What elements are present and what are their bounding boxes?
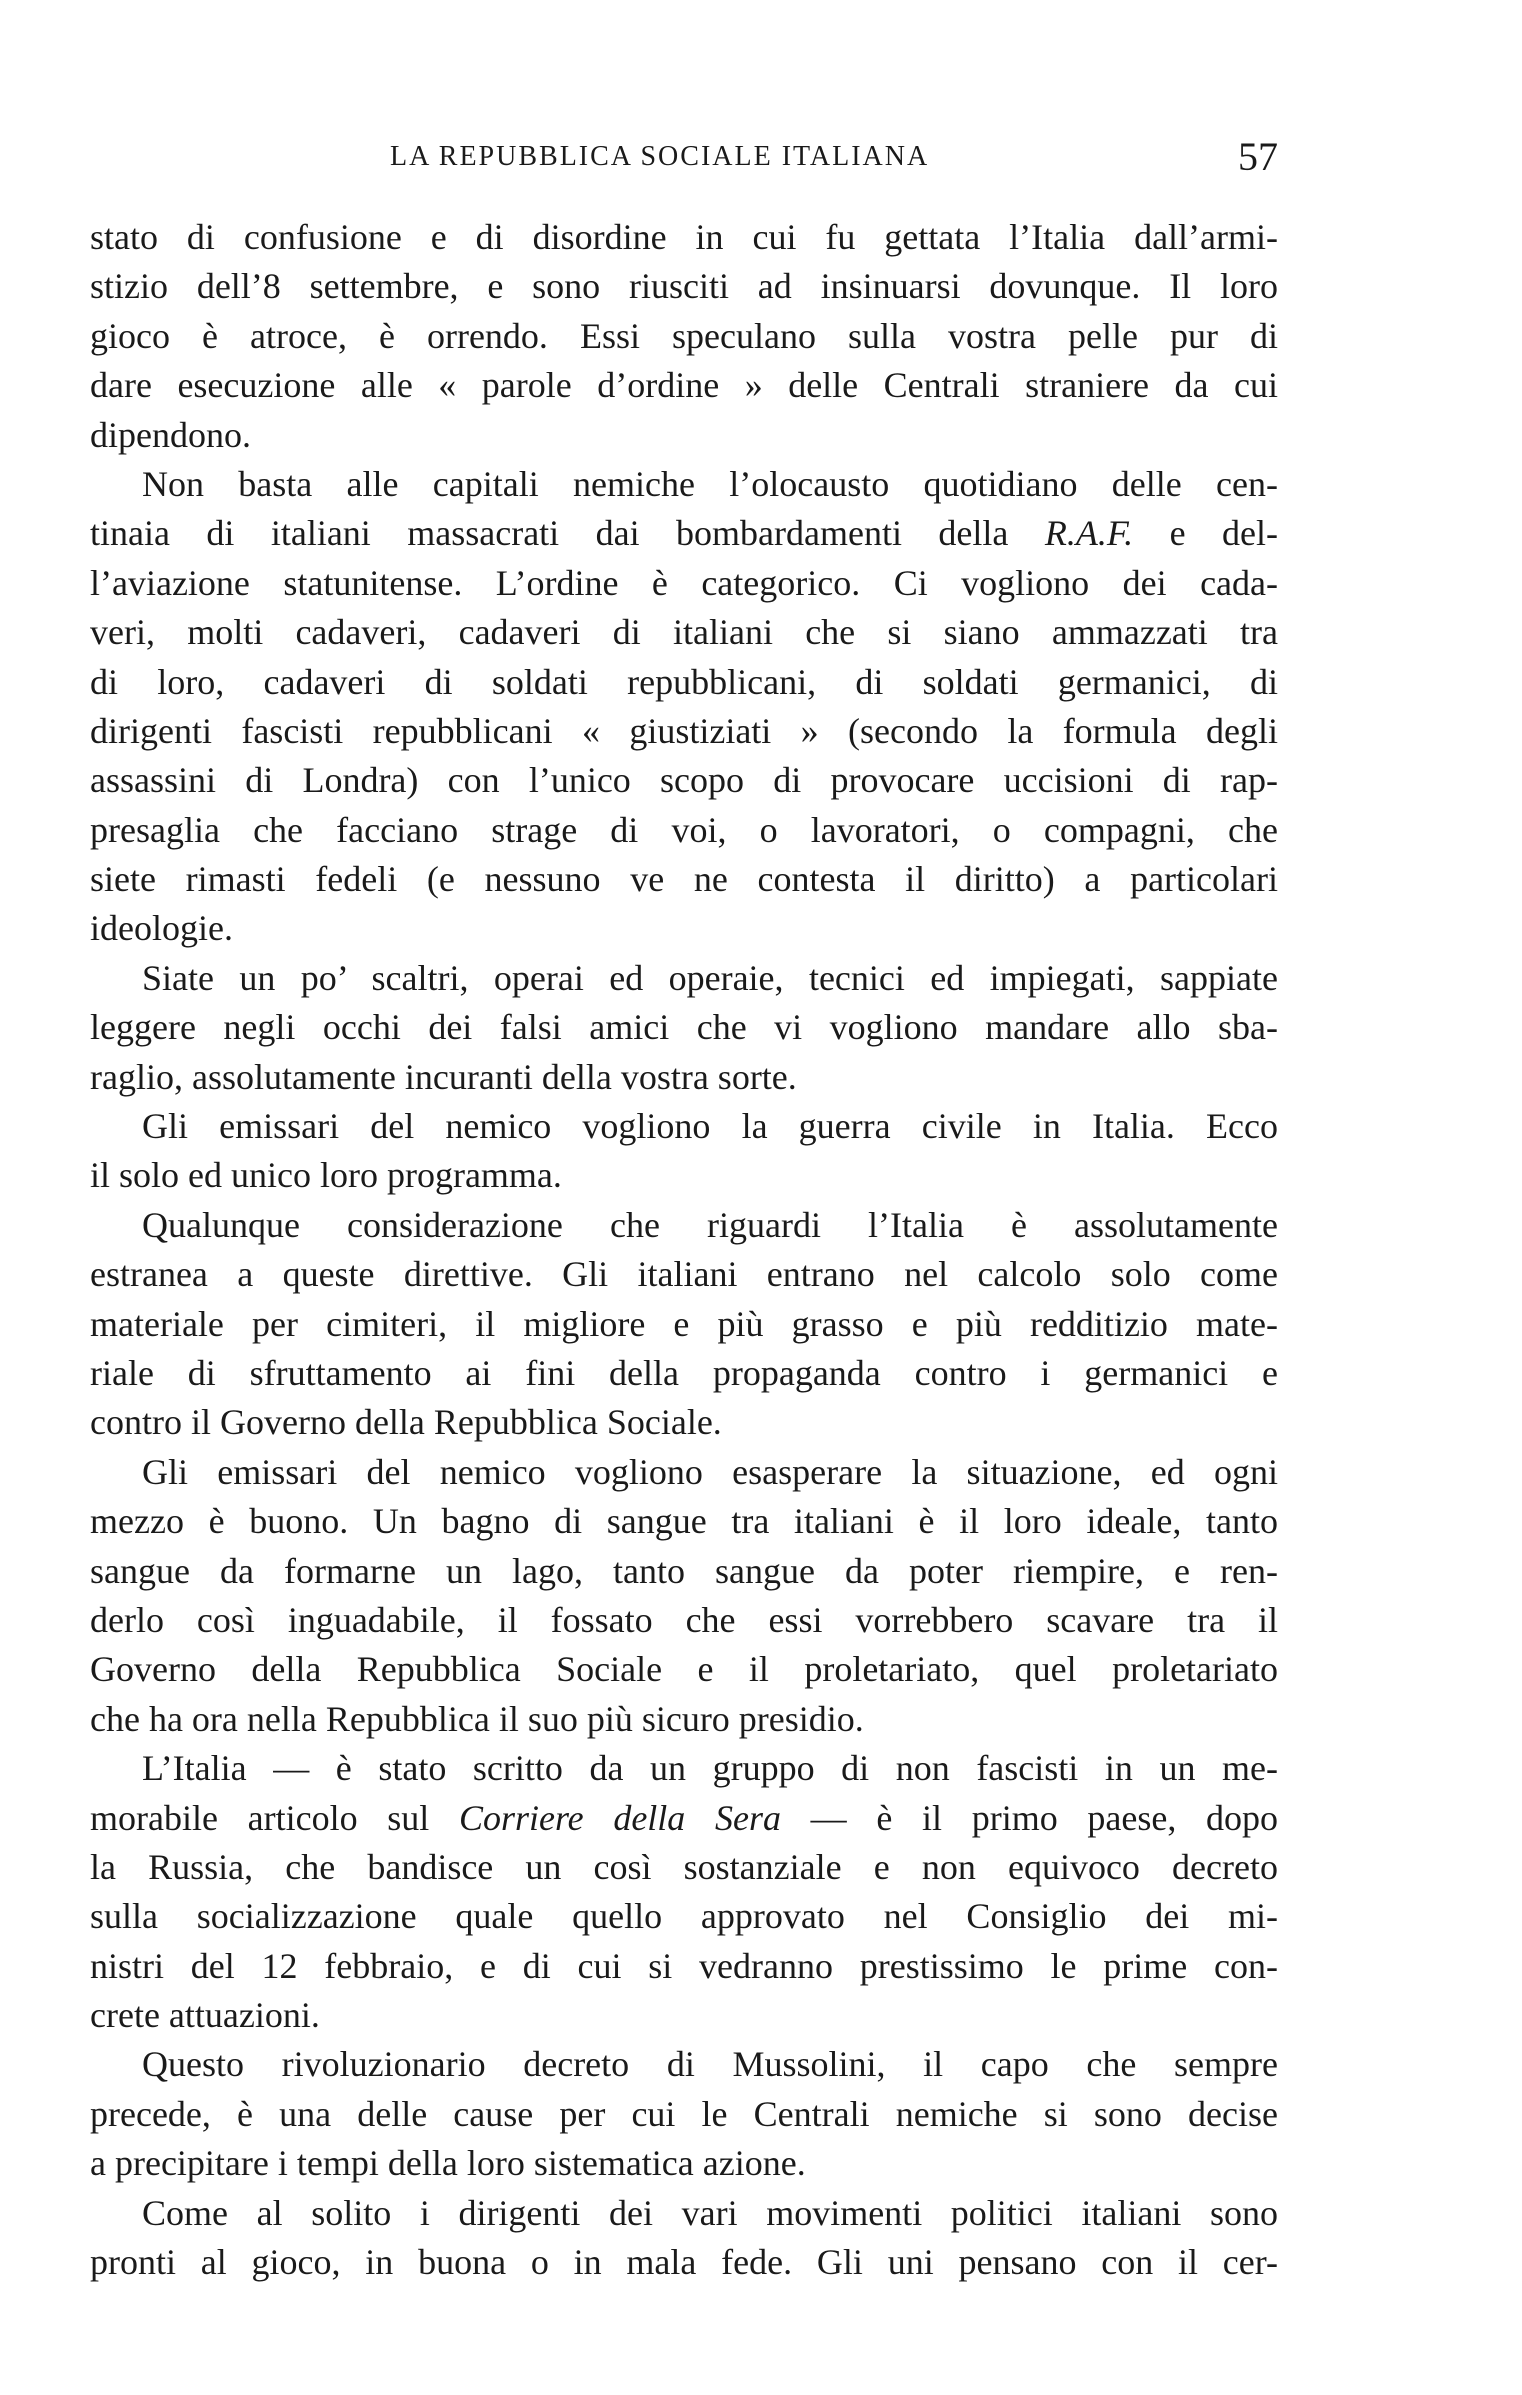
text-line xyxy=(90,411,1278,460)
line-text: morabile articolo sul xyxy=(90,1797,430,1838)
line-text: Qualunque considerazione che riguardi l’Italia è assolutamente xyxy=(142,1204,1278,1245)
running-title: LA REPUBBLICA SOCIALE ITALIANA xyxy=(390,141,930,172)
line-text: ideologie. xyxy=(90,908,233,949)
body-text xyxy=(90,213,1278,2287)
text-line xyxy=(90,1596,1278,1645)
text-line xyxy=(90,1843,1278,1892)
line-text: sulla socializzazione quale quello approvato nel Consiglio dei mi- xyxy=(90,1896,1278,1937)
line-text: la Russia, che bandisce un così sostanziale e non equivoco decreto xyxy=(90,1846,1278,1887)
line-text: dirigenti fascisti repubblicani « giustiziati » (secondo la formula degli xyxy=(90,710,1278,751)
line-text: leggere negli occhi dei falsi amici che vi vogliono mandare allo sba- xyxy=(90,1007,1278,1048)
text-line xyxy=(90,1003,1278,1052)
line-text: Gli emissari del nemico vogliono la guerra civile in Italia. Ecco xyxy=(142,1106,1278,1147)
line-text: Come al solito i dirigenti dei vari movimenti politici italiani sono xyxy=(142,2192,1278,2233)
text-line xyxy=(90,1102,1278,1151)
text-line xyxy=(90,756,1278,805)
line-text: Governo della Repubblica Sociale e il proletariato, quel proletariato xyxy=(90,1649,1278,1690)
text-line xyxy=(90,2040,1278,2089)
line-text: l’aviazione statunitense. L’ordine è categorico. Ci vogliono dei cada- xyxy=(90,562,1278,603)
line-text: materiale per cimiteri, il migliore e più grasso e più redditizio mate- xyxy=(90,1303,1278,1344)
line-text-continued: e del- xyxy=(1169,513,1279,554)
text-line xyxy=(90,1053,1278,1102)
line-text: siete rimasti fedeli (e nessuno ve ne contesta il diritto) a particolari xyxy=(90,859,1278,900)
text-line xyxy=(90,658,1278,707)
text-line xyxy=(90,1744,1278,1793)
text-line xyxy=(90,213,1278,262)
line-text: dipendono. xyxy=(90,414,251,455)
line-text: riale di sfruttamento ai fini della propaganda contro i germanici e xyxy=(90,1352,1278,1393)
text-line xyxy=(90,707,1278,756)
line-text: il solo ed unico loro programma. xyxy=(90,1155,562,1196)
text-line xyxy=(90,262,1278,311)
text-line xyxy=(90,460,1278,509)
page-number: 57 xyxy=(1238,134,1278,179)
text-line xyxy=(90,1497,1278,1546)
line-text: veri, molti cadaveri, cadaveri di italiani che si siano ammazzati tra xyxy=(90,612,1278,653)
line-text: Gli emissari del nemico vogliono esasperare la situazione, ed ogni xyxy=(142,1451,1278,1492)
text-line xyxy=(90,1942,1278,1991)
line-text: pronti al gioco, in buona o in mala fede. Gli uni pensano con il cer- xyxy=(90,2242,1278,2283)
line-text: derlo così inguadabile, il fossato che essi vorrebbero scavare tra il xyxy=(90,1599,1278,1640)
text-line xyxy=(90,1349,1278,1398)
line-text: di loro, cadaveri di soldati repubblicani, di soldati germanici, di xyxy=(90,661,1278,702)
line-text: stato di confusione e di disordine in cui fu gettata l’Italia dall’armi- xyxy=(90,217,1278,257)
line-text: precede, è una delle cause per cui le Centrali nemiche si sono decise xyxy=(90,2093,1278,2134)
text-line xyxy=(90,1300,1278,1349)
line-text: Non basta alle capitali nemiche l’olocausto quotidiano delle cen- xyxy=(142,463,1278,504)
line-text: che ha ora nella Repubblica il suo più sicuro presidio. xyxy=(90,1698,864,1739)
line-text: estranea a queste direttive. Gli italiani entrano nel calcolo solo come xyxy=(90,1254,1278,1295)
line-text: gioco è atroce, è orrendo. Essi speculano sulla vostra pelle pur di xyxy=(90,315,1278,356)
text-line xyxy=(90,312,1278,361)
text-line xyxy=(90,1991,1278,2040)
text-line xyxy=(90,509,1278,558)
italic-text: Corriere della Sera xyxy=(458,1797,781,1838)
italic-text: R.A.F. xyxy=(1044,513,1134,554)
text-line xyxy=(90,1201,1278,1250)
line-text: dare esecuzione alle « parole d’ordine » delle Centrali straniere da cui xyxy=(90,365,1278,406)
line-text: L’Italia — è stato scritto da un gruppo di non fascisti in un me- xyxy=(142,1748,1278,1789)
line-text: stizio dell’8 settembre, e sono riusciti ad insinuarsi dovunque. Il loro xyxy=(90,266,1278,307)
line-text: contro il Governo della Repubblica Sociale. xyxy=(90,1402,722,1443)
text-line xyxy=(90,904,1278,953)
text-line xyxy=(90,1547,1278,1596)
text-line xyxy=(90,2238,1278,2287)
text-line xyxy=(90,1794,1278,1843)
line-text: tinaia di italiani massacrati dai bombardamenti della xyxy=(90,513,1009,554)
text-line xyxy=(90,1398,1278,1447)
text-line xyxy=(90,806,1278,855)
line-text: Questo rivoluzionario decreto di Mussolini, il capo che sempre xyxy=(142,2044,1278,2085)
text-line xyxy=(90,954,1278,1003)
line-text-continued: — è il primo paese, dopo xyxy=(810,1797,1279,1838)
line-text: assassini di Londra) con l’unico scopo di provocare uccisioni di rap- xyxy=(90,760,1278,801)
line-text: nistri del 12 febbraio, e di cui si vedranno prestissimo le prime con- xyxy=(90,1945,1278,1986)
line-text: mezzo è buono. Un bagno di sangue tra italiani è il loro ideale, tanto xyxy=(90,1501,1278,1542)
text-line xyxy=(90,855,1278,904)
line-text: presaglia che facciano strage di voi, o lavoratori, o compagni, che xyxy=(90,809,1278,850)
text-line xyxy=(90,2189,1278,2238)
text-line xyxy=(90,1645,1278,1694)
text-line xyxy=(90,608,1278,657)
text-line xyxy=(90,1151,1278,1200)
line-text: sangue da formarne un lago, tanto sangue da poter riempire, e ren- xyxy=(90,1550,1278,1591)
text-line xyxy=(90,361,1278,410)
line-text: a precipitare i tempi della loro sistematica azione. xyxy=(90,2143,806,2184)
text-line xyxy=(90,1448,1278,1497)
text-line xyxy=(90,2139,1278,2188)
text-line xyxy=(90,1892,1278,1941)
text-line xyxy=(90,2090,1278,2139)
line-text: Siate un po’ scaltri, operai ed operaie, tecnici ed impiegati, sappiate xyxy=(142,957,1278,998)
text-line xyxy=(90,559,1278,608)
text-line xyxy=(90,1250,1278,1299)
page-header xyxy=(90,132,1278,182)
line-text: crete attuazioni. xyxy=(90,1995,320,2036)
line-text: raglio, assolutamente incuranti della vostra sorte. xyxy=(90,1056,797,1097)
text-line xyxy=(90,1695,1278,1744)
